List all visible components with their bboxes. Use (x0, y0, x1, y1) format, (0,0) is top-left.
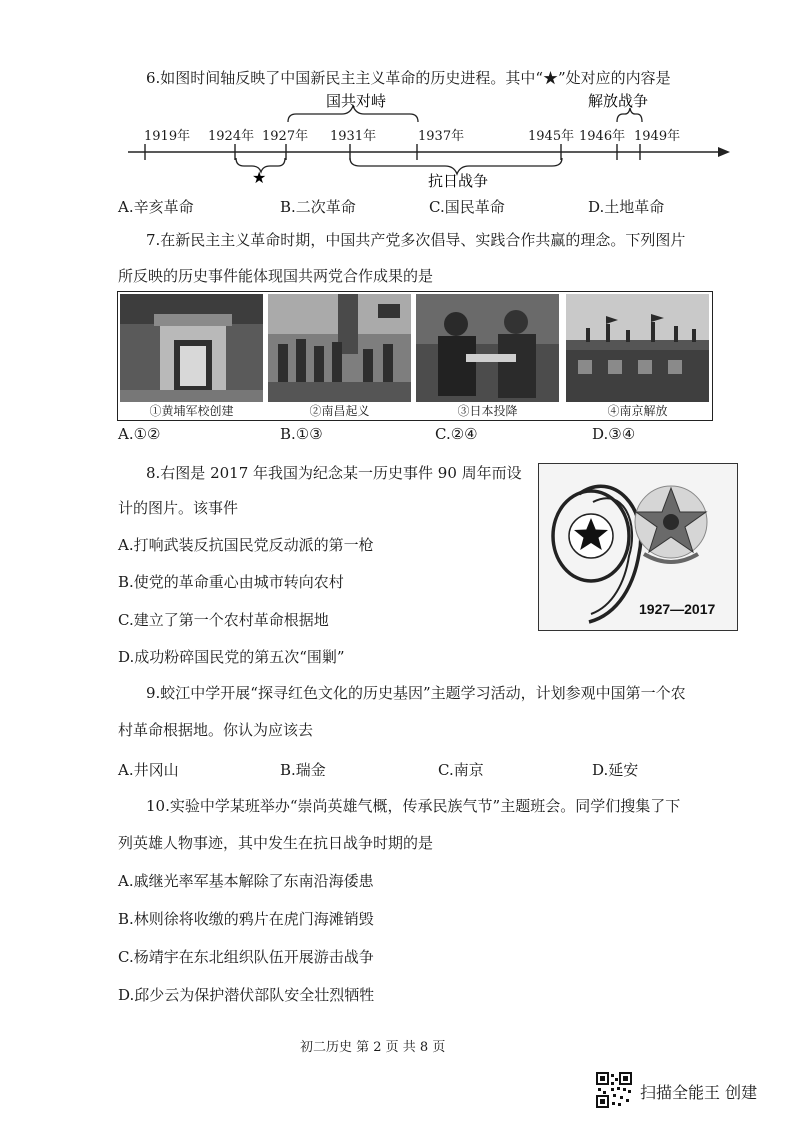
year-label: 1949年 (634, 129, 681, 144)
q9-stem-line1: 9.蛟江中学开展“探寻红色文化的历史基因”主题学习活动，计划参观中国第一个农 (146, 684, 686, 702)
option-b[interactable]: B.二次革命 (280, 198, 356, 216)
q10-option-d[interactable]: D.邱少云为保护潜伏部队安全壮烈牺牲 (118, 986, 375, 1004)
q10-stem-line1: 10.实验中学某班举办“崇尚英雄气概，传承民族气节”主题班会。同学们搜集了下 (146, 797, 681, 815)
q6-timeline (120, 88, 740, 198)
caption-1: ①黄埔军校创建 (149, 404, 234, 418)
q6-stem: 6.如图时间轴反映了中国新民主主义革命的历史进程。其中“★”处对应的内容是 (146, 69, 671, 87)
bracket-label-guogong: 国共对峙 (326, 92, 387, 110)
q7-photo-strip (117, 291, 713, 421)
star-icon: ★ (252, 168, 267, 187)
q9-stem-line2: 村革命根据地。你认为应该去 (118, 721, 314, 739)
year-label: 1937年 (418, 129, 465, 144)
q7-options (118, 425, 678, 447)
q8-stem-line2: 计的图片。该事件 (118, 499, 239, 517)
q8-option-b[interactable]: B.使党的革命重心由城市转向农村 (118, 573, 344, 591)
q10-stem-line2: 列英雄人物事迹，其中发生在抗日战争时期的是 (118, 834, 434, 852)
bracket-label-jiefang: 解放战争 (588, 92, 649, 110)
photo-huangpu (120, 294, 263, 402)
option-d[interactable]: D.土地革命 (588, 198, 665, 216)
year-label: 1927年 (262, 129, 309, 144)
option-c[interactable]: C.国民革命 (429, 198, 505, 216)
scanner-watermark: 扫描全能王 创建 (640, 1083, 758, 1102)
stamp-years: 1927—2017 (639, 601, 716, 617)
timeline-arrow (718, 147, 730, 157)
option-d[interactable]: D.延安 (592, 761, 639, 779)
year-label: 1924年 (208, 129, 255, 144)
option-d[interactable]: D.③④ (592, 425, 636, 443)
photo-nanchang (268, 294, 411, 402)
q7-stem-line1: 7.在新民主主义革命时期，中国共产党多次倡导、实践合作共赢的理念。下列图片 (146, 231, 686, 249)
caption-4: ④南京解放 (607, 404, 668, 418)
q9-options (118, 759, 678, 781)
option-a[interactable]: A.井冈山 (118, 761, 179, 779)
option-c[interactable]: C.南京 (438, 761, 484, 779)
q7-stem-line2: 所反映的历史事件能体现国共两党合作成果的是 (118, 267, 434, 285)
brace-top-right (617, 108, 642, 122)
q10-option-a[interactable]: A.戚继光率军基本解除了东南沿海倭患 (118, 872, 374, 890)
option-b[interactable]: B.①③ (280, 425, 323, 443)
year-label: 1931年 (330, 129, 377, 144)
option-b[interactable]: B.瑞金 (280, 761, 326, 779)
q8-commemorative-image (538, 463, 738, 631)
q10-option-c[interactable]: C.杨靖宇在东北组织队伍开展游击战争 (118, 948, 374, 966)
q8-option-a[interactable]: A.打响武装反抗国民党反动派的第一枪 (118, 536, 374, 554)
q10-option-b[interactable]: B.林则徐将收缴的鸦片在虎门海滩销毁 (118, 910, 374, 928)
caption-2: ②南昌起义 (309, 404, 370, 418)
q8-stem-line1: 8.右图是 2017 年我国为纪念某一历史事件 90 周年而设 (146, 464, 522, 482)
qr-code-icon (596, 1072, 632, 1108)
year-label: 1919年 (144, 129, 191, 144)
option-c[interactable]: C.②④ (435, 425, 478, 443)
option-a[interactable]: A.辛亥革命 (118, 198, 194, 216)
q8-option-c[interactable]: C.建立了第一个农村革命根据地 (118, 611, 329, 629)
q6-options (118, 196, 678, 218)
caption-3: ③日本投降 (457, 404, 518, 418)
photo-nanjing (566, 294, 709, 402)
bracket-label-kangri: 抗日战争 (428, 172, 489, 190)
q8-option-d[interactable]: D.成功粉碎国民党的第五次“围剿” (118, 648, 345, 666)
option-a[interactable]: A.①② (118, 425, 161, 443)
year-label: 1945年 (528, 129, 575, 144)
year-label: 1946年 (579, 129, 626, 144)
photo-surrender (416, 294, 559, 402)
page-footer: 初二历史 第 2 页 共 8 页 (300, 1040, 446, 1055)
